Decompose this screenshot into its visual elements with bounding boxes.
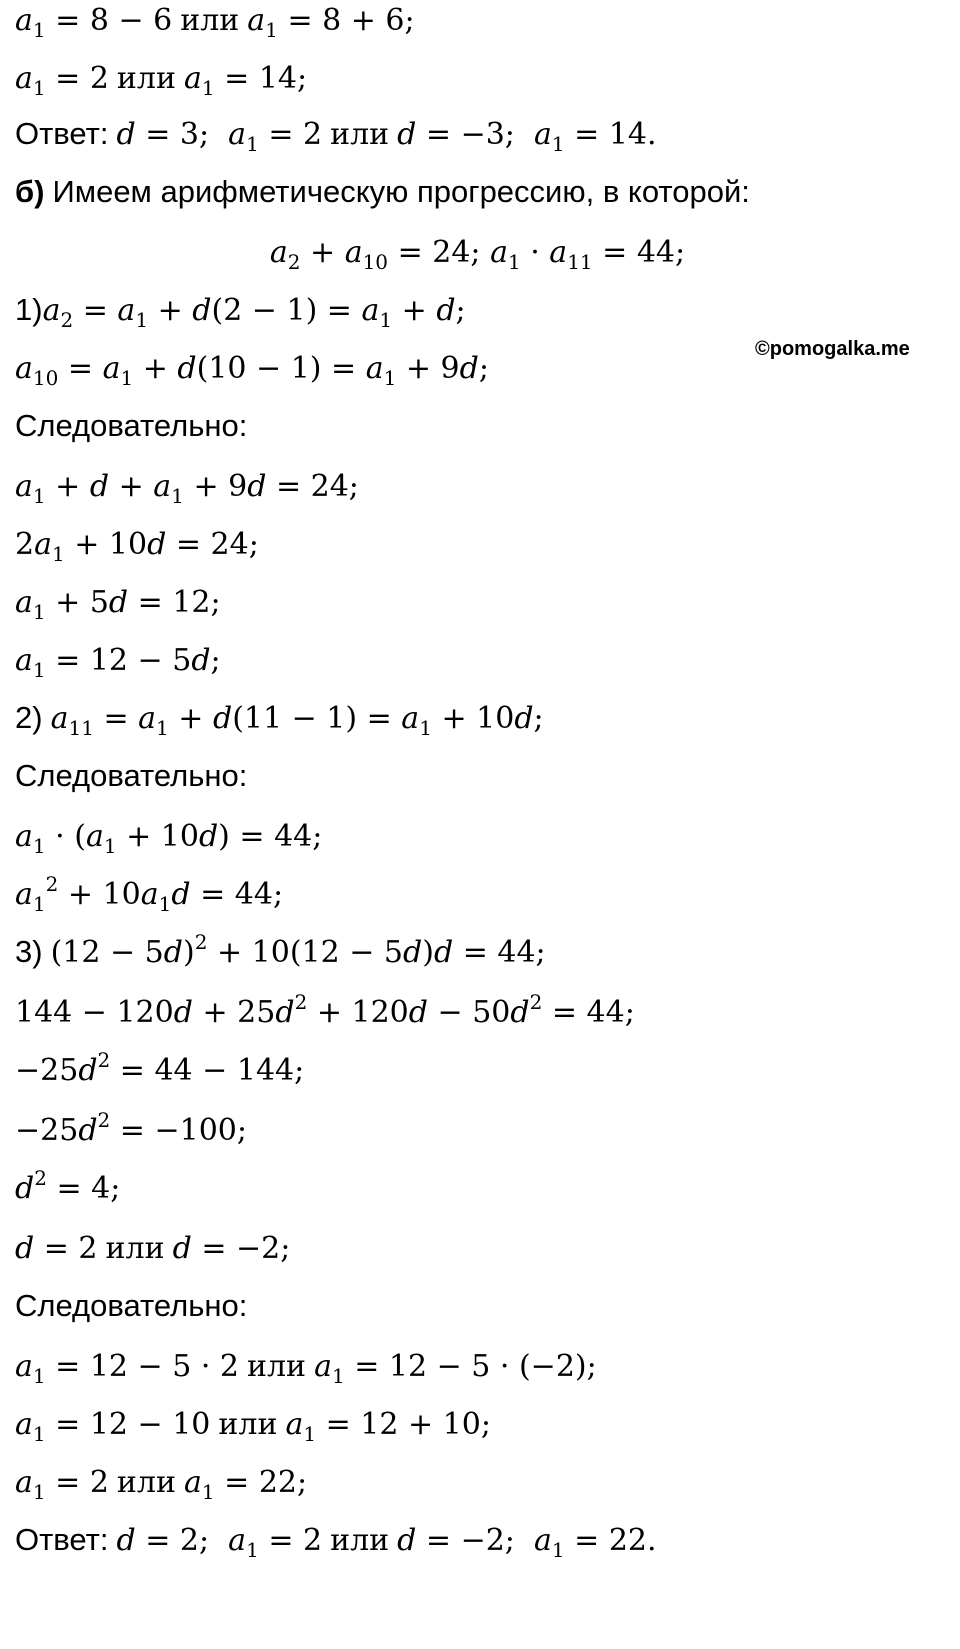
- answer-line: Ответ: d = 2; $a_1 = 2$ или d = −2; $a_1 = 22$.: [15, 1522, 657, 1562]
- answer-line: Ответ: d = 3; $a_1 = 2$ или d = −3; $a_1 = 14$.: [15, 116, 657, 156]
- solution-line: $a_1 = 2$ или $a_1 = 14$;: [15, 60, 308, 100]
- solution-line: $144 - 120d + 25d^2 + 120d - 50d^2 = 44$;: [15, 989, 635, 1030]
- solution-line: $a_1 = 12 - 10$ или $a_1 = 12 + 10$;: [15, 1406, 491, 1446]
- solution-line: 2) $a_{11} = a_1 + d(11 - 1) = a_1 + 10d$;: [15, 700, 544, 740]
- solution-line: 3) $(12 - 5d)^2 + 10(12 - 5d)d = 44$;: [15, 929, 546, 970]
- therefore-label: Следовательно:: [15, 1288, 248, 1323]
- therefore-label: Следовательно:: [15, 408, 248, 443]
- therefore-label: Следовательно:: [15, 758, 248, 793]
- solution-line: $a_1 = 12 - 5 \cdot 2$ или $a_1 = 12 - 5 \cdot (-2)$;: [15, 1348, 597, 1388]
- solution-line: d = 2 или d = −2;: [15, 1230, 291, 1266]
- solution-line: $-25d^2 = -100$;: [15, 1107, 247, 1148]
- solution-line: $a_1 = 2$ или $a_1 = 22$;: [15, 1464, 308, 1504]
- system-of-equations: $a_2 + a_{10} = 24$; $a_1 \cdot a_{11} = 44$;: [269, 234, 686, 274]
- solution-line: $a_1 = 8 - 6$ или $a_1 = 8 + 6$;: [15, 2, 415, 42]
- solution-line: $a_1 = 12 - 5d$;: [15, 642, 221, 682]
- solution-line: $a_1^2 + 10a_1d = 44$;: [15, 871, 284, 916]
- solution-line: $a_{10} = a_1 + d(10 - 1) = a_1 + 9d$;: [15, 350, 489, 390]
- solution-line: 1) $a_2 = a_1 + d(2 - 1) = a_1 + d$;: [15, 292, 466, 332]
- solution-line: $a_1 + 5d = 12$;: [15, 584, 221, 624]
- solution-line: $a_1 + d + a_1 + 9d = 24$;: [15, 468, 359, 508]
- solution-line: $a_1 \cdot (a_1 + 10d) = 44$;: [15, 818, 323, 858]
- solution-line: $-25d^2 = 44 - 144$;: [15, 1047, 305, 1088]
- solution-line: $2a_1 + 10d = 24$;: [15, 526, 259, 566]
- part-b-heading: б) Имеем арифметическую прогрессию, в которой:: [15, 174, 750, 209]
- watermark: ©pomogalka.me: [755, 338, 910, 360]
- solution-line: $d^2 = 4$;: [15, 1165, 121, 1206]
